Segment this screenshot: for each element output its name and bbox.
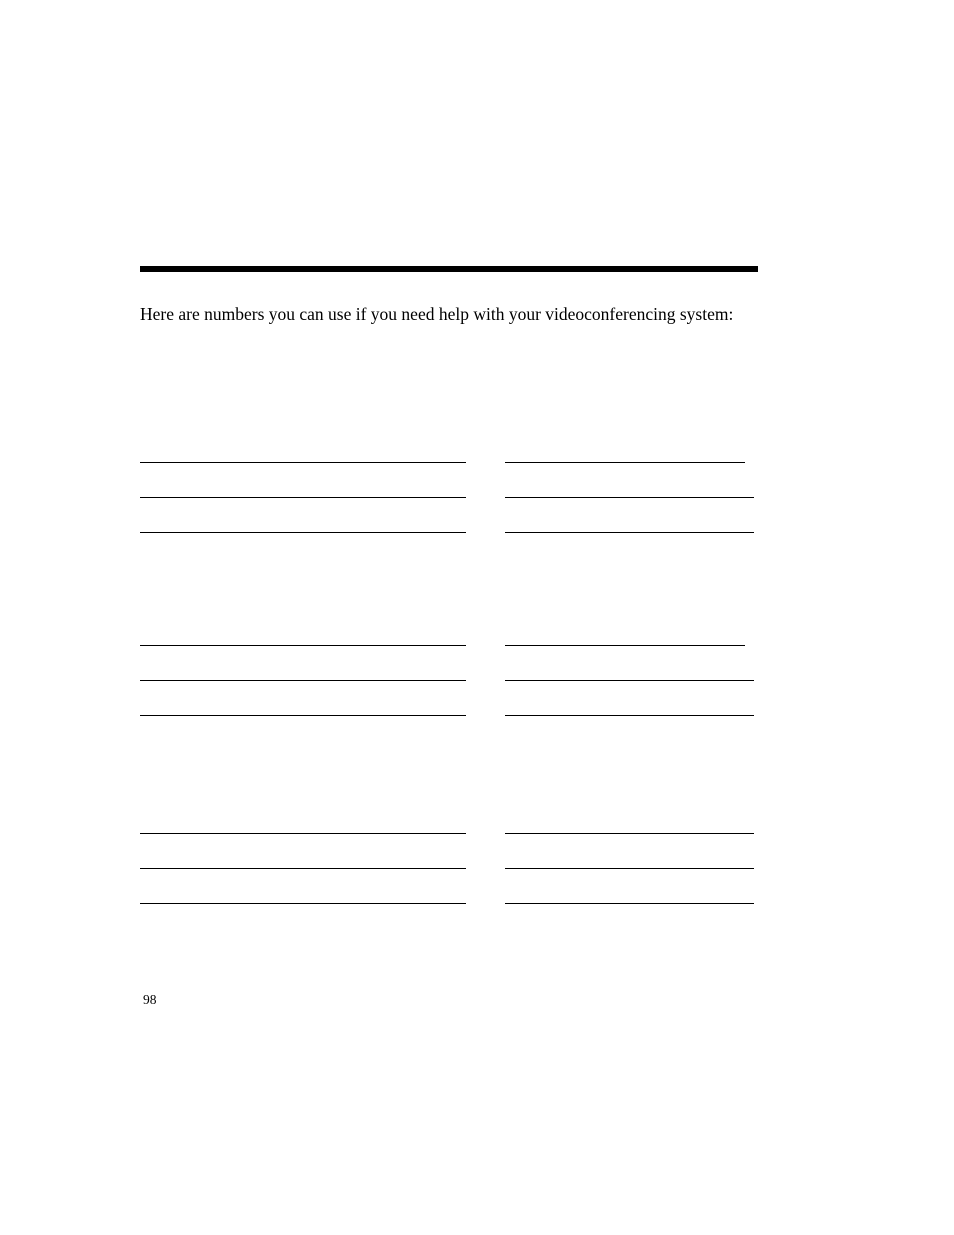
blank-line-g3-r1-left — [140, 833, 466, 834]
blank-line-g1-r1-right — [505, 462, 745, 463]
blank-line-g2-r3-right — [505, 715, 754, 716]
blank-line-g1-r1-left — [140, 462, 466, 463]
page-number: 98 — [143, 992, 157, 1007]
blank-line-g3-r1-right — [505, 833, 754, 834]
blank-line-g1-r2-left — [140, 497, 466, 498]
blank-line-g3-r3-left — [140, 903, 466, 904]
blank-line-g3-r2-left — [140, 868, 466, 869]
blank-line-g2-r2-left — [140, 680, 466, 681]
blank-line-g1-r3-left — [140, 532, 466, 533]
blank-line-g1-r3-right — [505, 532, 754, 533]
blank-line-g3-r2-right — [505, 868, 754, 869]
blank-line-g1-r2-right — [505, 497, 754, 498]
top-rule — [140, 266, 758, 272]
intro-paragraph: Here are numbers you can use if you need help with your videoconferencing system: — [140, 304, 734, 324]
blank-line-g2-r3-left — [140, 715, 466, 716]
blank-line-g2-r1-left — [140, 645, 466, 646]
blank-line-g2-r2-right — [505, 680, 754, 681]
blank-line-g3-r3-right — [505, 903, 754, 904]
blank-line-g2-r1-right — [505, 645, 745, 646]
